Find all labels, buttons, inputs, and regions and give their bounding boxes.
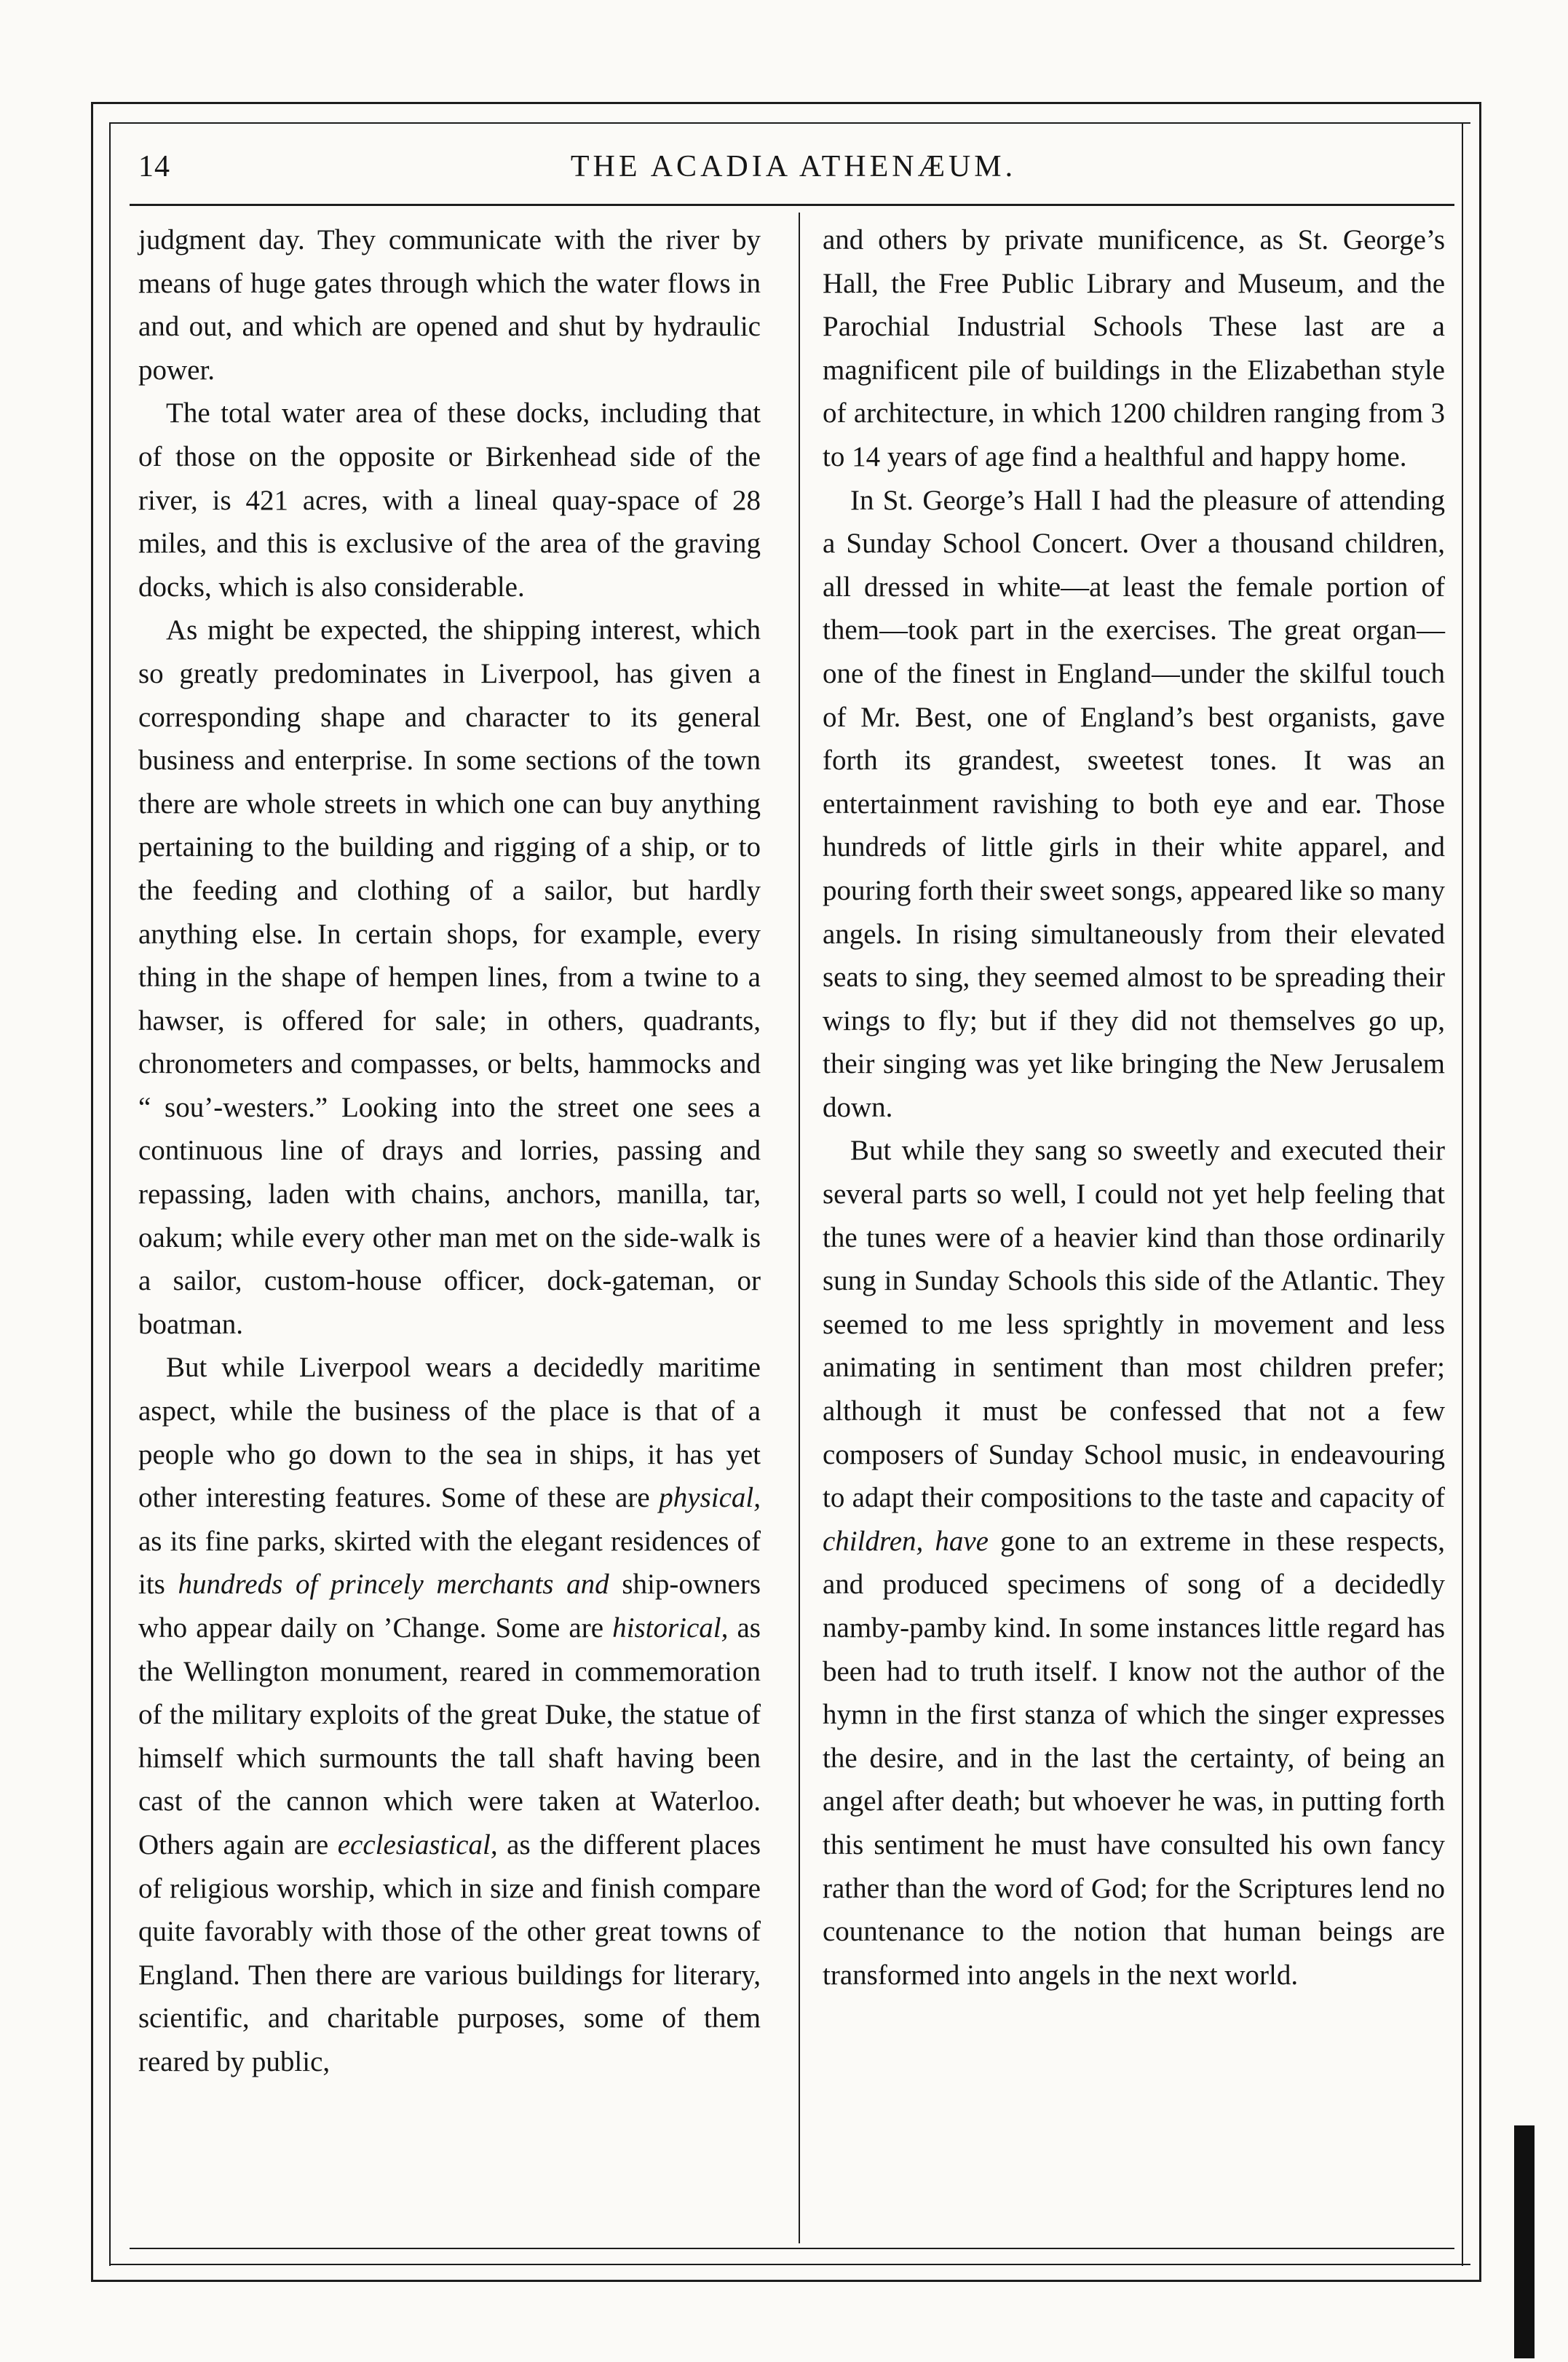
italic-text: physical, (659, 1482, 761, 1514)
running-header (138, 149, 1449, 193)
page-number: 14 (138, 150, 170, 183)
page-edge-shadow (1514, 2125, 1535, 2358)
text-run: and others by private munificence, as St. George’s Hall, the Free Public Library and Museum, and the Parochial Industrial Schools These last are a magnificent pile of buildings in the Elizabethan style of architecture, in which 1200 children ranging from 3 to 14 years of age find a healthful and happy home. (823, 224, 1445, 472)
frame-inner-bottom (109, 2264, 1470, 2265)
column-divider (799, 213, 800, 2243)
frame-inner-top (109, 122, 1470, 124)
frame-inner-right (1462, 122, 1463, 2266)
text-run: ship-owners who appear daily on ’Change. Some are (138, 1569, 761, 1644)
text-run: as the Wellington monument, reared in commemoration of the military exploits of the great Duke, the statue of himself which surmounts the tall shaft having been cast of the cannon which were taken at Waterloo. Others again are (138, 1612, 761, 1860)
text-run: The total water area of these docks, including that of those on the opposite or Birkenhead side of the river, is 421 acres, with a lineal quay-space of 28 miles, and this is exclusive of the area of the graving docks, which is also considerable. (138, 397, 761, 603)
frame-outer-bottom (91, 2280, 1481, 2282)
text-run: as its fine parks, skirted with the elegant residences of its (138, 1525, 761, 1601)
text-run: as the different places of religious worship, which in size and finish compare quite favorably with those of the other great towns of England. Then there are various buildings for literary, scientific, and charitable purposes, some of them reared by public, (138, 1828, 761, 2077)
frame-outer-right (1479, 102, 1481, 2282)
italic-text: have (935, 1525, 989, 1557)
text-run (923, 1526, 935, 1557)
text-run: judgment day. They communicate with the river by means of huge gates through which the water flows in and out, and which are opened and shut by hydraulic power. (138, 224, 761, 386)
paragraph (823, 218, 1445, 479)
italic-text: hundreds of princely merchants and (178, 1569, 609, 1601)
paragraph (823, 1129, 1445, 1997)
paragraph (823, 479, 1445, 1130)
frame-outer-top (91, 102, 1481, 104)
right-column (823, 218, 1445, 1997)
text-run: But while they sang so sweetly and executed their several parts so well, I could not yet help feeling that the tunes were of a heavier kind than those ordinarily sung in Sunday Schools this side of the Atlantic. They seemed to me less sprightly in movement and less animating in sentiment than most children prefer; although it must be confessed that not a few composers of Sunday School music, in endeavouring to adapt their compositions to the taste and capacity of (823, 1135, 1445, 1514)
header-rule (130, 204, 1454, 206)
italic-text: historical, (612, 1612, 729, 1644)
text-run: In St. George’s Hall I had the pleasure of attending a Sunday School Concert. Over a thousand children, all dressed in white—at least the female portion of them—took part in the exercises. The great organ—one of the finest in England—under the skilful touch of Mr. Best, one of England’s best organists, gave forth its grandest, sweetest tones. It was an entertainment ravishing to both eye and ear. Those hundreds of little girls in their white apparel, and pouring forth their sweet songs, appeared like so many angels. In rising simultaneously from their elevated seats to sing, they seemed almost to be spreading their wings to fly; but if they did not themselves go up, their singing was yet like bringing the New Jerusalem down. (823, 484, 1445, 1123)
text-run: As might be expected, the shipping interest, which so greatly predominates in Liverpool, has given a corresponding shape and character to its general business and enterprise. In some sections of the town there are whole streets in which one can buy anything pertaining to the building and rigging of a ship, or to the feeding and clothing of a sailor, but hardly anything else. In certain shops, for example, every thing in the shape of hempen lines, from a twine to a hawser, is offered for sale; in others, quadrants, chronometers and compasses, or belts, hammocks and “ sou’-westers.” Looking into the street one sees a continuous line of drays and lorries, passing and repassing, laden with chains, anchors, manilla, tar, oakum; while every other man met on the side-walk is a sailor, custom-house officer, dock-gateman, or boatman. (138, 614, 761, 1340)
frame-outer-left (91, 102, 93, 2282)
left-column (138, 218, 761, 2084)
paragraph (138, 218, 761, 392)
frame-inner-left (109, 122, 111, 2266)
paragraph (138, 1346, 761, 2083)
footer-rule (130, 2248, 1454, 2249)
paragraph (138, 609, 761, 1346)
paragraph (138, 392, 761, 609)
text-run: But while Liverpool wears a decidedly maritime aspect, while the business of the place is that of a people who go down to the sea in ships, it has yet other interesting features. Some of these are (138, 1352, 761, 1514)
running-title: THE ACADIA ATHENÆUM. (570, 150, 1017, 183)
italic-text: children, (823, 1525, 924, 1557)
text-run: gone to an extreme in these respects, and produced specimens of song of a decidedly namby-pamby kind. In some instances little regard has been had to truth itself. I know not the author of the hymn in the first stanza of which the singer expresses the desire, and in the last the certainty, of being an angel after death; but whoever he was, in putting forth this sentiment he must have consulted his own fancy rather than the word of God; for the Scriptures lend no countenance to the notion that human beings are transformed into angels in the next world. (823, 1525, 1445, 1991)
italic-text: ecclesiastical, (337, 1828, 498, 1860)
